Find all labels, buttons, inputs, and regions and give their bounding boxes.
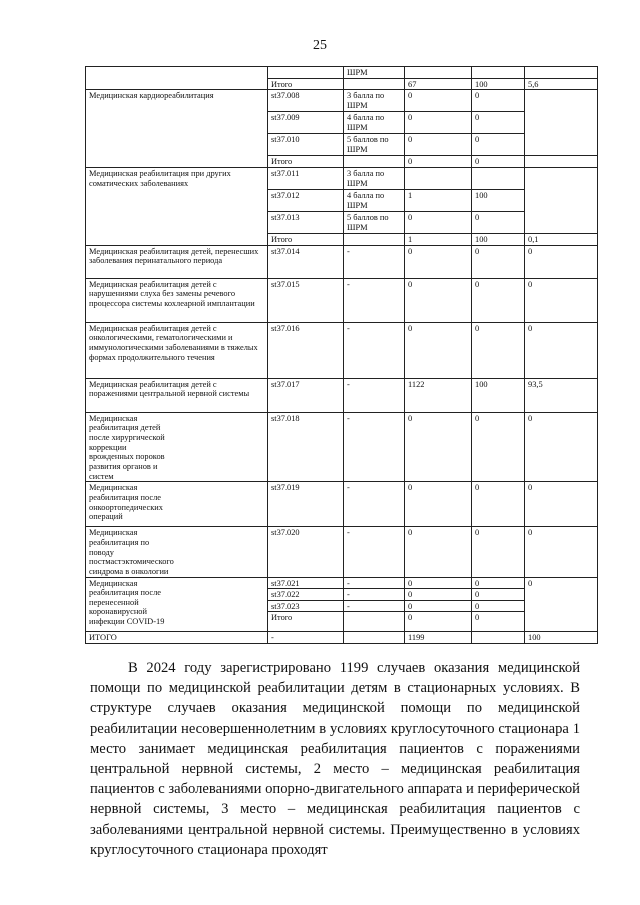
count-cell: 0 <box>405 90 472 112</box>
code-cell: st37.022 <box>268 589 344 601</box>
sub-cell: 5 баллов по ШРМ <box>344 134 405 156</box>
condition-name-cell: Медицинская реабилитация детей, перенесших заболевания перинатального периода <box>86 245 268 278</box>
total-name-cell: ИТОГО <box>86 632 268 644</box>
sub-cell: - <box>344 322 405 378</box>
code-cell: st37.009 <box>268 112 344 134</box>
table-row <box>86 322 598 378</box>
count-cell: 0 <box>405 612 472 632</box>
percent100-cell: 0 <box>472 134 525 156</box>
percent100-cell: 0 <box>472 211 525 233</box>
sub-cell: - <box>344 245 405 278</box>
percent100-cell: 0 <box>472 156 525 168</box>
code-cell: Итого <box>268 78 344 90</box>
sub-cell <box>344 156 405 168</box>
condition-name-cell: Медицинская реабилитация по поводу постмастэктомического синдрома в онкологии <box>86 527 268 577</box>
code-cell: st37.011 <box>268 167 344 189</box>
percent100-cell: 0 <box>472 577 525 589</box>
total-sub-cell <box>344 632 405 644</box>
code-cell: st37.015 <box>268 278 344 322</box>
sub-cell: 3 балла по ШРМ <box>344 90 405 112</box>
table-row <box>86 482 598 527</box>
count-cell: 0 <box>405 577 472 589</box>
table-row <box>86 167 598 189</box>
sub-cell: - <box>344 527 405 577</box>
table-row <box>86 527 598 577</box>
share-cell: 0 <box>525 412 598 482</box>
share-cell: 0 <box>525 577 598 632</box>
share-cell-empty <box>525 67 598 79</box>
code-cell: st37.020 <box>268 527 344 577</box>
rehab-table <box>85 66 598 644</box>
share-cell <box>525 156 598 168</box>
count-cell: 1122 <box>405 378 472 412</box>
percent100-cell: 100 <box>472 233 525 245</box>
share-cell: 0 <box>525 322 598 378</box>
percent100-cell: 0 <box>472 482 525 527</box>
count-cell: 0 <box>405 245 472 278</box>
count-cell: 0 <box>405 278 472 322</box>
share-cell: 0 <box>525 527 598 577</box>
percent100-cell: 100 <box>472 189 525 211</box>
code-cell: st37.014 <box>268 245 344 278</box>
total-pct100-cell <box>472 632 525 644</box>
percent100-cell: 0 <box>472 112 525 134</box>
page-number: 25 <box>313 38 327 53</box>
share-cell-empty <box>525 167 598 233</box>
count-cell: 67 <box>405 78 472 90</box>
table-row <box>86 577 598 589</box>
share-cell-empty <box>525 90 598 156</box>
count-cell: 0 <box>405 482 472 527</box>
percent100-cell: 100 <box>472 378 525 412</box>
total-row <box>86 632 598 644</box>
count-cell <box>405 167 472 189</box>
table-row <box>86 412 598 482</box>
sub-cell: - <box>344 378 405 412</box>
sub-cell: ШРМ <box>344 67 405 79</box>
code-cell: st37.008 <box>268 90 344 112</box>
code-cell: st37.019 <box>268 482 344 527</box>
percent100-cell: 0 <box>472 90 525 112</box>
sub-cell <box>344 233 405 245</box>
code-cell: st37.018 <box>268 412 344 482</box>
count-cell: 0 <box>405 134 472 156</box>
share-cell: 5,6 <box>525 78 598 90</box>
count-cell: 0 <box>405 211 472 233</box>
sub-cell: - <box>344 577 405 589</box>
group-name-cell <box>86 67 268 90</box>
code-cell: st37.021 <box>268 577 344 589</box>
count-cell: 1 <box>405 189 472 211</box>
condition-name-cell: Медицинская реабилитация детей с онкологическими, гематологическими и иммунологическими заболеваниями в тяжелых формах продолжительного течения <box>86 322 268 378</box>
table-row <box>86 278 598 322</box>
covid-name-cell: Медицинская реабилитация после перенесенной коронавирусной инфекции COVID-19 <box>86 577 268 632</box>
percent100-cell: 0 <box>472 612 525 632</box>
sub-cell: 3 балла по ШРМ <box>344 167 405 189</box>
code-cell: st37.023 <box>268 600 344 612</box>
count-cell: 0 <box>405 322 472 378</box>
code-cell: Итого <box>268 233 344 245</box>
code-cell: Итого <box>268 612 344 632</box>
percent100-cell: 0 <box>472 322 525 378</box>
share-cell: 0 <box>525 278 598 322</box>
group-name-cell: Медицинская реабилитация при других соматических заболеваниях <box>86 167 268 245</box>
count-cell: 0 <box>405 600 472 612</box>
group-name-cell: Медицинская кардиореабилитация <box>86 90 268 168</box>
count-cell: 0 <box>405 527 472 577</box>
percent100-cell: 0 <box>472 245 525 278</box>
condition-name-cell: Медицинская реабилитация после онкоортопедических операций <box>86 482 268 527</box>
count-cell: 0 <box>405 156 472 168</box>
code-cell: st37.013 <box>268 211 344 233</box>
sub-cell: - <box>344 589 405 601</box>
condition-name-cell: Медицинская реабилитация детей после хирургической коррекции врожденных пороков развития органов и систем <box>86 412 268 482</box>
table-row <box>86 378 598 412</box>
count-cell: 1 <box>405 233 472 245</box>
sub-cell: 5 баллов по ШРМ <box>344 211 405 233</box>
code-cell <box>268 67 344 79</box>
count-cell: 0 <box>405 589 472 601</box>
code-cell: st37.016 <box>268 322 344 378</box>
code-cell: st37.010 <box>268 134 344 156</box>
sub-cell: - <box>344 278 405 322</box>
count-cell <box>405 67 472 79</box>
condition-name-cell: Медицинская реабилитация детей с поражениями центральной нервной системы <box>86 378 268 412</box>
code-cell: st37.017 <box>268 378 344 412</box>
table-row <box>86 245 598 278</box>
condition-name-cell: Медицинская реабилитация детей с нарушениями слуха без замены речевого процессора системы кохлеарной имплантации <box>86 278 268 322</box>
count-cell: 0 <box>405 112 472 134</box>
sub-cell: - <box>344 412 405 482</box>
table-row <box>86 90 598 112</box>
count-cell: 0 <box>405 412 472 482</box>
total-count-cell: 1199 <box>405 632 472 644</box>
table-row <box>86 67 598 79</box>
total-code-cell: - <box>268 632 344 644</box>
percent100-cell <box>472 67 525 79</box>
percent100-cell: 0 <box>472 412 525 482</box>
sub-cell: - <box>344 482 405 527</box>
sub-cell <box>344 612 405 632</box>
share-cell: 0 <box>525 245 598 278</box>
code-cell: st37.012 <box>268 189 344 211</box>
percent100-cell: 0 <box>472 589 525 601</box>
code-cell: Итого <box>268 156 344 168</box>
sub-cell: 4 балла по ШРМ <box>344 112 405 134</box>
share-cell: 0,1 <box>525 233 598 245</box>
total-pct-cell: 100 <box>525 632 598 644</box>
sub-cell: - <box>344 600 405 612</box>
percent100-cell <box>472 167 525 189</box>
sub-cell: 4 балла по ШРМ <box>344 189 405 211</box>
percent100-cell: 0 <box>472 600 525 612</box>
percent100-cell: 100 <box>472 78 525 90</box>
percent100-cell: 0 <box>472 527 525 577</box>
percent100-cell: 0 <box>472 278 525 322</box>
body-paragraph: В 2024 году зарегистрировано 1199 случаев оказания медицинской помощи по медицинской реабилитации детям в стационарных условиях. В структуре случаев оказания медицинской помощи по медицинской реабилитации несовершеннолетним в условиях круглосуточного стационара 1 место занимает медицинская реабилитация пациентов с поражениями центральной нервной системы, 2 место – медицинская реабилитация пациентов с заболеваниями опорно-двигательного аппарата и периферической нервной системы, 3 место – медицинская реабилитация пациентов с заболеваниями центральной нервной системы. Преимущественно в условиях круглосуточного стационара проходят <box>90 660 580 858</box>
share-cell: 93,5 <box>525 378 598 412</box>
sub-cell <box>344 78 405 90</box>
share-cell: 0 <box>525 482 598 527</box>
